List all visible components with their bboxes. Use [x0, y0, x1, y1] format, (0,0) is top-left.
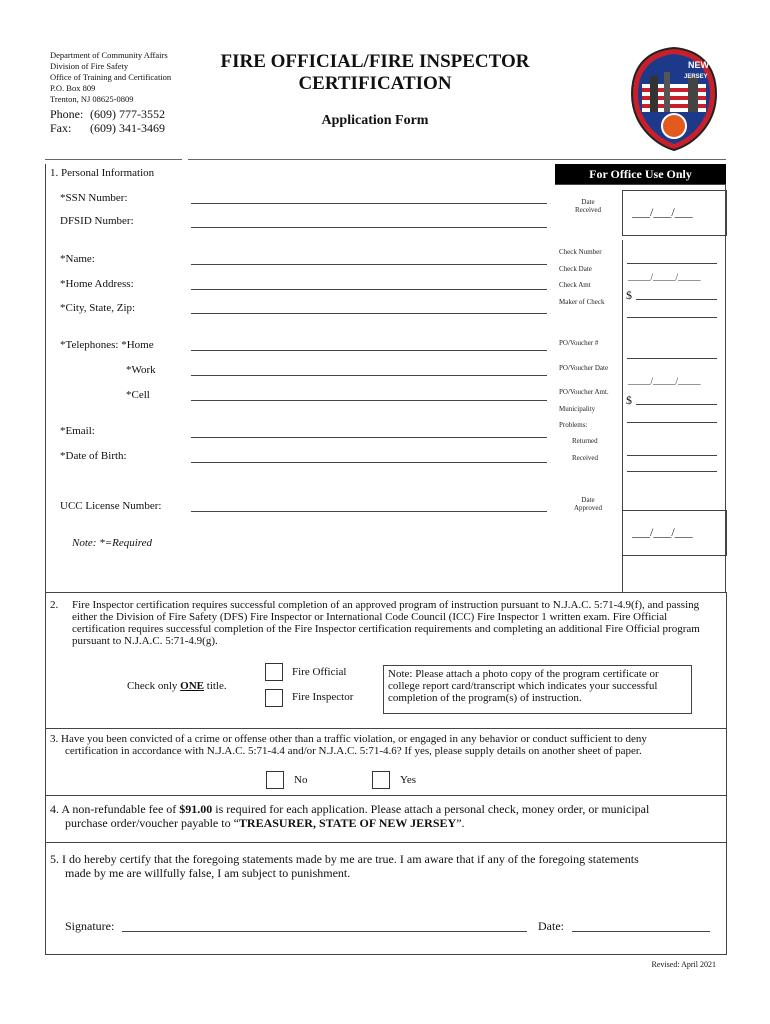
form-title — [190, 51, 560, 95]
date-received-l2: Received — [574, 206, 602, 214]
work-phone-field[interactable] — [191, 375, 547, 376]
dfsid-label: DFSID Number: — [60, 215, 134, 227]
section3-text — [50, 733, 647, 757]
dept-line: Trenton, NJ 08625-0809 — [50, 94, 134, 104]
title-word: title. — [206, 680, 227, 692]
returned-label: Returned — [572, 437, 598, 445]
logo-text-jersey: JERSEY — [684, 74, 708, 80]
date-received-l1: Date — [581, 198, 595, 206]
required-note: Note: *=Required — [72, 537, 153, 549]
header-divider-right — [188, 159, 726, 160]
section2-line2: either the Division of Fire Safety (DFS) Fire Inspector or International Code Council (ICC) Fire Inspector 1 written exam. Fire Official — [72, 611, 668, 623]
note-line1: Note: Please attach a photo copy of the program certificate or — [388, 668, 659, 680]
fire-official-checkbox[interactable] — [265, 663, 283, 681]
date-approved-l1: Date — [581, 496, 595, 504]
logo-text-new: NEW — [688, 60, 709, 70]
section4-line2 — [50, 816, 649, 830]
date-label: Date: — [538, 919, 564, 933]
home-address-label: *Home Address: — [60, 278, 134, 290]
received-field[interactable] — [627, 471, 717, 472]
fee-amount: $91.00 — [179, 802, 213, 816]
cell-phone-label: *Cell — [126, 389, 150, 401]
po-voucher-date-label: PO/Voucher Date — [559, 364, 609, 372]
name-label: *Name: — [60, 253, 95, 265]
city-state-zip-label: *City, State, Zip: — [60, 302, 136, 314]
home-address-field[interactable] — [191, 289, 547, 290]
ssn-field[interactable] — [191, 203, 547, 204]
office-use-header: For Office Use Only — [555, 164, 726, 184]
header-divider-left — [45, 159, 182, 160]
fax-line — [50, 121, 165, 136]
convicted-yes-checkbox[interactable] — [372, 771, 390, 789]
received-label: Received — [572, 454, 599, 462]
signature-label: Signature: — [65, 919, 115, 933]
form-subtitle: Application Form — [321, 113, 429, 128]
section5-line2: made by me are willfully false, I am subject to punishment. — [65, 866, 351, 880]
dept-line: Office of Training and Certification — [50, 72, 172, 82]
fax-label: Fax: — [50, 121, 72, 135]
dept-line: P.O. Box 809 — [50, 83, 96, 93]
phone-line — [50, 107, 165, 122]
section5-line1: 5. I do hereby certify that the foregoing statements made by me are true. I am aware that if any of the foregoing statements — [50, 852, 639, 866]
section5-text — [50, 852, 639, 880]
work-phone-label: *Work — [126, 364, 156, 376]
section1-heading: 1. Personal Information — [50, 167, 155, 179]
title-line-2: CERTIFICATION — [298, 73, 452, 94]
fire-official-label: Fire Official — [292, 666, 347, 678]
yes-label: Yes — [400, 774, 417, 786]
check-amt-field[interactable] — [636, 299, 717, 300]
ucc-field[interactable] — [191, 511, 547, 512]
ssn-label: *SSN Number: — [60, 192, 128, 204]
note-line2: college report card/transcript which indicates your successful — [388, 680, 658, 692]
personal-info-box — [45, 164, 556, 593]
home-phone-field[interactable] — [191, 350, 547, 351]
fire-safety-logo — [628, 46, 720, 152]
check-amt-label: Check Amt — [559, 281, 591, 289]
fire-inspector-checkbox[interactable] — [265, 689, 283, 707]
date-approved-blank: ___/___/___ — [632, 525, 693, 539]
section3-line2: certification in accordance with N.J.A.C. 5:71-4.4 and/or N.J.A.C. 5:71-4.6? If yes, please supply details on another sheet of paper. — [65, 745, 642, 757]
city-state-zip-field[interactable] — [191, 313, 547, 314]
signature-field[interactable] — [122, 931, 527, 932]
maker-label: Maker of Check — [559, 298, 605, 306]
problems-label: Problems: — [559, 421, 588, 429]
one-text: ONE — [180, 680, 205, 692]
date-received-blank: ___/___/___ — [632, 205, 693, 219]
section2-text — [72, 599, 722, 647]
po-date-blank: _____/_____/_____ — [628, 376, 701, 386]
dob-field[interactable] — [191, 462, 547, 463]
payee-prefix: purchase order/voucher payable to “ — [65, 816, 239, 830]
section4-text — [50, 802, 649, 830]
dob-label: *Date of Birth: — [60, 450, 127, 462]
fax-number: (609) 341-3469 — [90, 121, 165, 135]
po-amt-field[interactable] — [636, 404, 717, 405]
municipality-field[interactable] — [627, 422, 717, 423]
date-received-label — [560, 198, 616, 214]
email-label: *Email: — [60, 425, 95, 437]
po-voucher-field[interactable] — [627, 358, 717, 359]
cell-phone-field[interactable] — [191, 400, 547, 401]
municipality-label: Municipality — [559, 405, 596, 413]
check-number-label: Check Number — [559, 248, 602, 256]
maker-field[interactable] — [627, 317, 717, 318]
check-one-instruction — [127, 680, 227, 692]
po-voucher-amt-label: PO/Voucher Amt. — [559, 388, 609, 396]
dept-line: Division of Fire Safety — [50, 61, 129, 71]
title-line-1: FIRE OFFICIAL/FIRE INSPECTOR — [220, 51, 530, 72]
check-number-field[interactable] — [627, 263, 717, 264]
section2-note — [388, 668, 659, 704]
check-date-blank: _____/_____/_____ — [628, 272, 701, 282]
phone-number: (609) 777-3552 — [90, 107, 165, 121]
section2-line3: certification requires successful completion of the Fire Inspector certification requirements and completing an additional Fire Official program — [72, 623, 700, 635]
date-approved-label — [560, 496, 616, 512]
check-dollar-sign: $ — [626, 288, 632, 302]
note-line3: completion of the program(s) of instruction. — [388, 692, 582, 704]
dfsid-field[interactable] — [191, 227, 547, 228]
returned-field[interactable] — [627, 455, 717, 456]
section2-line4: pursuant to N.J.A.C. 5:71-4.9(g). — [72, 635, 218, 647]
home-phone-label: *Telephones: *Home — [60, 339, 154, 351]
phone-label: Phone: — [50, 107, 84, 121]
date-approved-l2: Approved — [574, 504, 602, 512]
date-field[interactable] — [572, 931, 710, 932]
fee-suffix: is required for each application. Please attach a personal check, money order, or municipal — [212, 802, 650, 816]
no-label: No — [294, 774, 308, 786]
section3-line1: 3. Have you been convicted of a crime or offense other than a traffic violation, or engaged in any behavior or conduct sufficient to deny — [50, 733, 647, 745]
revision-date: Revised: April 2021 — [651, 960, 716, 969]
po-dollar-sign: $ — [626, 393, 632, 407]
name-field[interactable] — [191, 264, 547, 265]
payee-suffix: ”. — [456, 816, 465, 830]
payee-name: TREASURER, STATE OF NEW JERSEY — [238, 816, 457, 830]
convicted-no-checkbox[interactable] — [266, 771, 284, 789]
ucc-label: UCC License Number: — [60, 500, 162, 512]
fire-inspector-label: Fire Inspector — [292, 691, 354, 703]
check-date-label: Check Date — [559, 265, 592, 273]
section2-line1: Fire Inspector certification requires successful completion of an approved program of instruction pursuant to N.J.A.C. 5:71-4.9(f), and passing — [72, 599, 700, 611]
dept-line: Department of Community Affairs — [50, 50, 168, 60]
section4-line1 — [50, 802, 649, 816]
check-only-text: Check only — [127, 680, 178, 692]
department-address — [50, 50, 171, 105]
section2-number: 2. — [50, 599, 59, 611]
fee-prefix: 4. A non-refundable fee of — [50, 802, 180, 816]
po-voucher-label: PO/Voucher # — [559, 339, 599, 347]
email-field[interactable] — [191, 437, 547, 438]
